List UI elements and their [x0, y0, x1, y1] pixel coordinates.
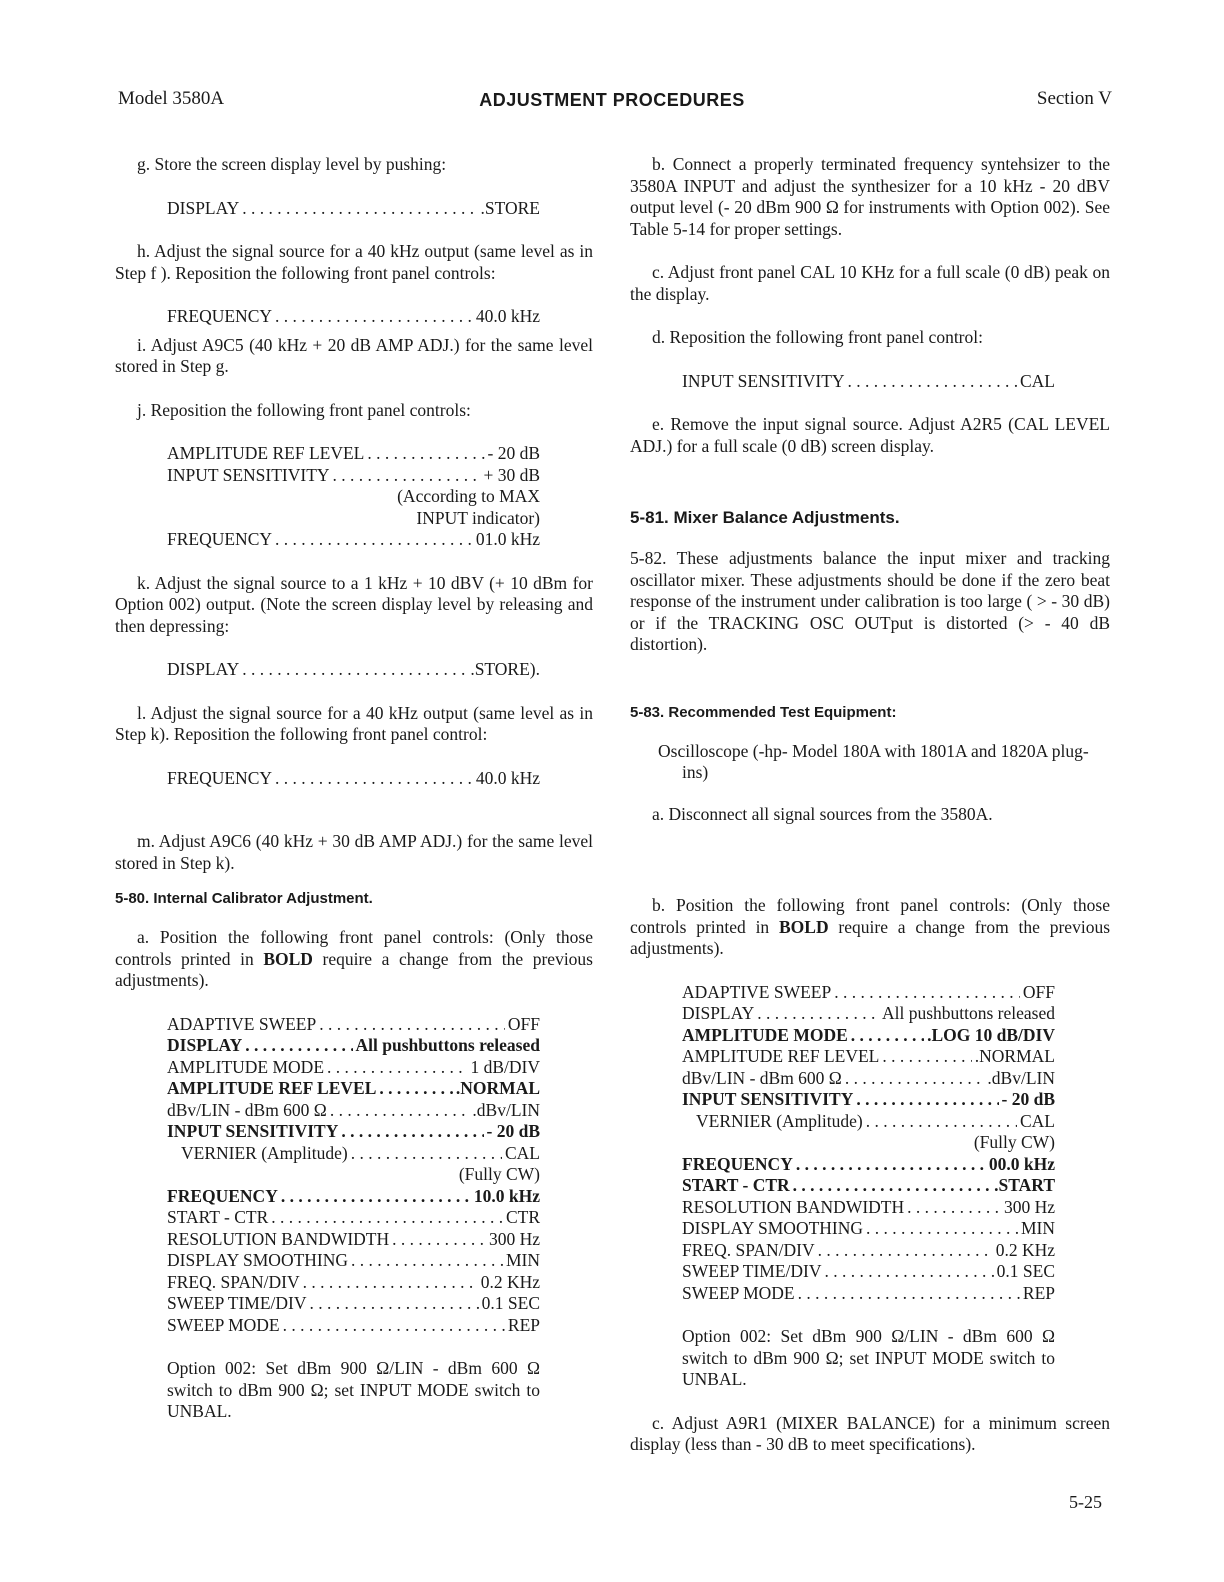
- step-g-text: g. Store the screen display level by pushing:: [137, 154, 447, 174]
- control-row: DISPLAY . . . All pushbuttons released: [167, 1035, 540, 1057]
- control-row: VERNIER (Amplitude) . . . CAL: [682, 1111, 1055, 1133]
- step-m-text: m. Adjust A9C6 (40 kHz + 30 dB AMP ADJ.) for the same level stored in Step k).: [115, 831, 593, 873]
- left-column: [115, 150, 593, 1423]
- control-row: RESOLUTION BANDWIDTH . . . 300 Hz: [682, 1197, 1055, 1219]
- control-row: DISPLAY . . . .STORE).: [167, 659, 540, 681]
- step-j-controls: [115, 443, 540, 551]
- step-j-text: j. Reposition the following front panel controls:: [137, 399, 471, 420]
- control-row: START - CTR . . . CTR: [167, 1207, 540, 1229]
- control-row: DISPLAY . . . .STORE: [167, 198, 540, 220]
- step-d-text: d. Reposition the following front panel control:: [652, 327, 983, 347]
- control-row: INPUT SENSITIVITY . . . CAL: [682, 371, 1055, 393]
- calibrator-controls: [115, 1014, 540, 1337]
- step-h-controls: [115, 306, 540, 328]
- control-row: INPUT SENSITIVITY . . . - 20 dB: [167, 1121, 540, 1143]
- control-row: AMPLITUDE REF LEVEL . . . .NORMAL: [167, 1078, 540, 1100]
- control-row: AMPLITUDE REF LEVEL . . . .NORMAL: [682, 1046, 1055, 1068]
- section-label: Section V: [1036, 88, 1112, 109]
- control-note: (According to MAX: [397, 486, 540, 506]
- control-row: ADAPTIVE SWEEP . . . OFF: [167, 1014, 540, 1036]
- control-row: SWEEP MODE . . . REP: [682, 1283, 1055, 1305]
- control-row: DISPLAY SMOOTHING . . . MIN: [167, 1250, 540, 1272]
- control-row: dBv/LIN - dBm 600 Ω . . . .dBv/LIN: [167, 1100, 540, 1122]
- control-row: SWEEP TIME/DIV . . . 0.1 SEC: [167, 1293, 540, 1315]
- control-row: FREQUENCY . . . 01.0 kHz: [167, 529, 540, 551]
- control-note: (Fully CW): [973, 1132, 1055, 1152]
- heading-5-83: 5-83. Recommended Test Equipment:: [630, 703, 897, 721]
- step-b2-text: b. Position the following front panel controls: (Only those controls printed in BOLD require a change from the previous adjustments).: [630, 895, 1110, 958]
- option-note: Option 002: Set dBm 900 Ω/LIN - dBm 600 Ω switch to dBm 900 Ω; set INPUT MODE switch to UNBAL.: [682, 1326, 1055, 1389]
- control-row: FREQUENCY . . . 00.0 kHz: [682, 1154, 1055, 1176]
- control-row: AMPLITUDE MODE . . . 1 dB/DIV: [167, 1057, 540, 1079]
- control-row: FREQUENCY . . . 10.0 kHz: [167, 1186, 540, 1208]
- heading-5-81: 5-81. Mixer Balance Adjustments.: [630, 508, 900, 527]
- step-i-text: i. Adjust A9C5 (40 kHz + 20 dB AMP ADJ.) for the same level stored in Step g.: [115, 334, 593, 376]
- step-g-controls: [115, 198, 540, 220]
- step-h-text: h. Adjust the signal source for a 40 kHz output (same level as in Step f ). Reposition the following front panel controls:: [115, 241, 593, 283]
- control-row: START - CTR . . . .START: [682, 1175, 1055, 1197]
- step-k-text: k. Adjust the signal source to a 1 kHz + 10 dBV (+ 10 dBm for Option 002) output. (Note the screen display level by releasing and then depressing:: [115, 572, 593, 636]
- control-row: AMPLITUDE MODE . . . .LOG 10 dB/DIV: [682, 1025, 1055, 1047]
- control-row: INPUT SENSITIVITY . . . + 30 dB: [167, 465, 540, 487]
- control-note: (Fully CW): [458, 1164, 540, 1184]
- control-row: FREQUENCY . . . 40.0 kHz: [167, 768, 540, 790]
- control-row: VERNIER (Amplitude) . . . CAL: [167, 1143, 540, 1165]
- step-c2-text: c. Adjust A9R1 (MIXER BALANCE) for a minimum screen display (less than - 30 dB to meet specifications).: [630, 1412, 1110, 1454]
- step-d-controls: [630, 371, 1055, 393]
- page-number: 5-25: [1069, 1492, 1102, 1512]
- control-row: FREQ. SPAN/DIV . . . 0.2 KHz: [682, 1240, 1055, 1262]
- step-a-text: a. Position the following front panel controls: (Only those controls printed in BOLD require a change from the previous adjustments).: [115, 927, 593, 990]
- control-row: INPUT SENSITIVITY . . . - 20 dB: [682, 1089, 1055, 1111]
- para-5-82: 5-82. These adjustments balance the input mixer and tracking oscillator mixer. These adjustments should be done if the zero beat response of the instrument under calibration is too large ( > - 30 dB) or if the TRACKING OSC OUTput is distorted (> - 40 dB distortion).: [630, 548, 1110, 654]
- step-b-text: b. Connect a properly terminated frequency syntehsizer to the 3580A INPUT and adjust the synthesizer for a 10 kHz - 20 dBV output level (- 20 dBm 900 Ω for instruments with Option 002). See Table 5-14 for proper settings.: [630, 154, 1110, 239]
- step-l-text: l. Adjust the signal source for a 40 kHz output (same level as in Step k). Reposition the following front panel control:: [115, 702, 593, 744]
- control-row: RESOLUTION BANDWIDTH . . . 300 Hz: [167, 1229, 540, 1251]
- equipment-item: Oscilloscope (-hp- Model 180A with 1801A and 1820A plug-ins): [658, 740, 1089, 782]
- control-row: ADAPTIVE SWEEP . . . OFF: [682, 982, 1055, 1004]
- control-note: INPUT indicator): [416, 507, 540, 528]
- control-row: AMPLITUDE REF LEVEL . . . - 20 dB: [167, 443, 540, 465]
- heading-5-80: 5-80. Internal Calibrator Adjustment.: [115, 890, 373, 907]
- right-column: [630, 150, 1110, 1456]
- step-c-text: c. Adjust front panel CAL 10 KHz for a full scale (0 dB) peak on the display.: [630, 262, 1110, 304]
- control-row: FREQUENCY . . . 40.0 kHz: [167, 306, 540, 328]
- control-row: dBv/LIN - dBm 600 Ω . . . .dBv/LIN: [682, 1068, 1055, 1090]
- page-title: ADJUSTMENT PROCEDURES: [479, 90, 745, 110]
- control-row: DISPLAY SMOOTHING . . . MIN: [682, 1218, 1055, 1240]
- step-k-controls: [115, 659, 540, 681]
- model-label: Model 3580A: [118, 88, 225, 109]
- control-row: SWEEP TIME/DIV . . . 0.1 SEC: [682, 1261, 1055, 1283]
- mixer-controls: [630, 982, 1055, 1305]
- control-row: FREQ. SPAN/DIV . . . 0.2 KHz: [167, 1272, 540, 1294]
- control-row: DISPLAY . . . All pushbuttons released: [682, 1003, 1055, 1025]
- option-note: Option 002: Set dBm 900 Ω/LIN - dBm 600 Ω switch to dBm 900 Ω; set INPUT MODE switch to UNBAL.: [167, 1358, 540, 1421]
- step-l-controls: [115, 768, 540, 790]
- control-row: SWEEP MODE . . . REP: [167, 1315, 540, 1337]
- step-a2-text: a. Disconnect all signal sources from the 3580A.: [652, 803, 993, 824]
- step-e-text: e. Remove the input signal source. Adjust A2R5 (CAL LEVEL ADJ.) for a full scale (0 dB) screen display.: [630, 414, 1110, 456]
